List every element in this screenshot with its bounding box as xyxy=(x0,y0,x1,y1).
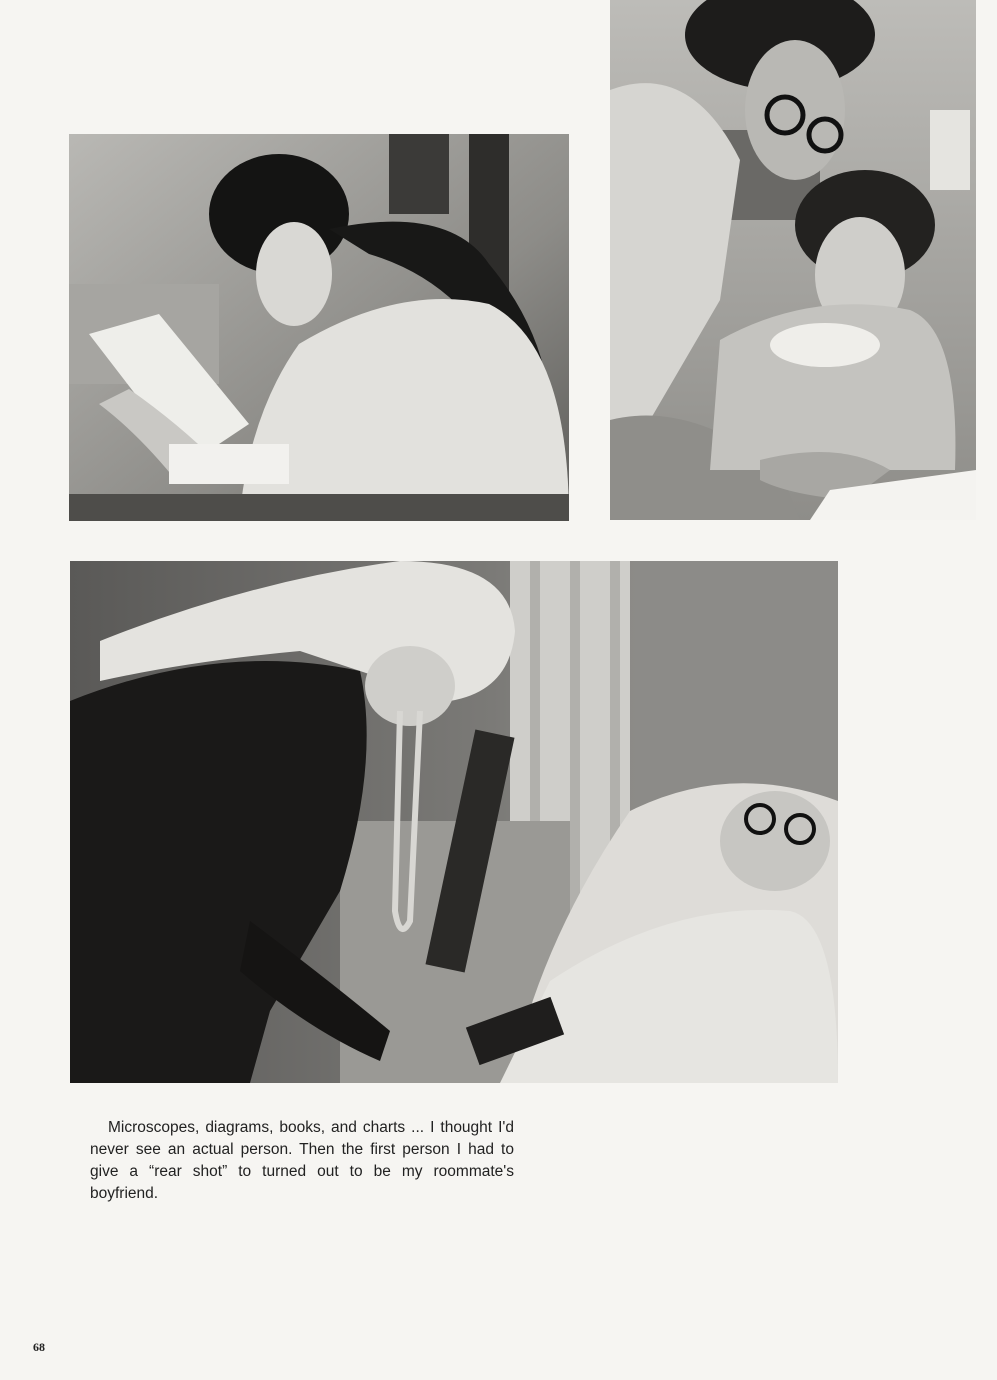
photo-icon xyxy=(610,0,976,520)
page-number: 68 xyxy=(33,1340,45,1354)
photo-instructor-and-student-nurse xyxy=(610,0,976,520)
photo-caption: Microscopes, diagrams, books, and charts ... I thought I'd never see an actual person. Then the first person I had to give a “rear shot” to turned out to be my roommate's boyfriend. xyxy=(90,1119,514,1202)
photo-nurse-taking-blood-pressure xyxy=(70,561,838,1083)
photo-icon xyxy=(70,561,838,1083)
photo-icon xyxy=(69,134,569,521)
photo-nurse-writing-chart xyxy=(69,134,569,521)
